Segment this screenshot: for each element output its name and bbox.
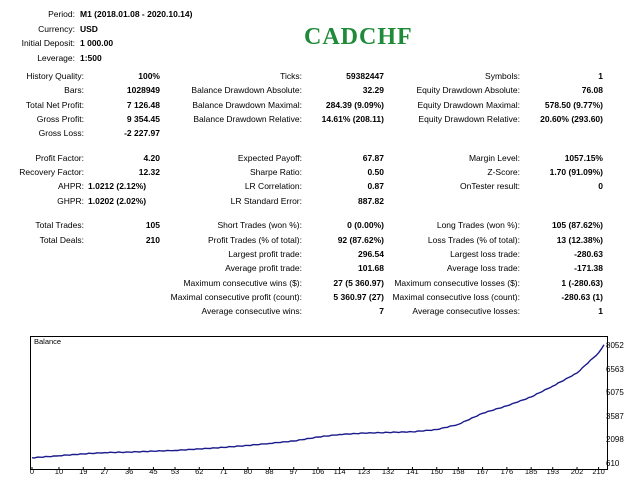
stat-value: 0.50 [367,167,384,178]
stat-value: 1 [598,306,603,317]
stat-label: Maximal consecutive loss (count): [392,291,520,302]
y-tick-label: 610 [606,459,620,468]
x-tick-label: 19 [79,467,88,476]
stat-value: 1057.15% [564,152,603,163]
header-label: Initial Deposit: [21,38,75,48]
stat-value: -280.63 [574,248,603,259]
x-tick-label: 71 [219,467,228,476]
header-value: M1 (2018.01.08 - 2020.10.14) [80,9,193,19]
x-tick-label: 36 [124,467,134,476]
stat-label: Profit Factor: [35,152,84,163]
stat-label: Largest profit trade: [228,248,302,259]
stat-value: 12.32 [138,167,160,178]
stat-value: 59382447 [346,71,384,81]
header-label: Currency: [38,23,75,34]
x-tick-label: 193 [546,467,559,476]
stat-label: Loss Trades (% of total): [427,234,520,245]
header-value: USD [80,23,98,34]
stat-value: 13 (12.38%) [556,234,603,245]
stat-label: Total Trades: [35,220,84,231]
stat-value: 105 [145,220,160,231]
stat-value: -2 227.97 [124,128,160,139]
stat-value: 296.54 [358,248,384,259]
stat-value: 9 354.45 [126,114,160,125]
x-tick-label: 10 [54,467,64,476]
stat-label: Expected Payoff: [237,152,302,163]
stat-label: Total Net Profit: [25,99,84,110]
x-tick-label: 0 [29,467,35,476]
x-tick-label: 150 [430,467,443,476]
x-tick-label: 202 [570,467,584,476]
stat-label: Equity Drawdown Maximal: [417,99,520,110]
stat-value: 1.0212 (2.12%) [88,181,147,192]
x-tick-label: 158 [452,467,465,476]
header-label: Period: [48,9,75,19]
stat-value: 210 [145,234,160,245]
header-value: 1 000.00 [80,38,114,48]
stat-value: -171.38 [574,263,603,274]
stat-value: 1.0202 (2.02%) [88,195,147,206]
stat-label: Bars: [64,85,84,96]
stat-label: Equity Drawdown Relative: [418,114,520,125]
stat-label: Equity Drawdown Absolute: [416,85,520,96]
stat-label: Profit Trades (% of total): [207,234,302,245]
y-tick-label: 3587 [606,411,624,421]
stat-label: Average consecutive wins: [201,306,302,317]
stat-label: Largest loss trade: [450,248,520,259]
stat-label: Gross Loss: [38,128,84,139]
stat-value: 0.87 [367,181,384,192]
stat-value: 578.50 (9.77%) [544,99,603,110]
x-tick-label: 141 [406,467,419,476]
stat-value: 5 360.97 (27) [333,291,384,302]
chart-frame [31,337,608,470]
x-tick-label: 88 [265,467,274,476]
x-tick-label: 106 [311,467,325,476]
stat-value: 1 [598,71,603,81]
stat-value: 20.60% (293.60) [540,114,603,125]
stat-value: 101.68 [358,263,384,274]
stat-label: Margin Level: [468,152,520,163]
stat-value: 284.39 (9.09%) [325,99,384,110]
stat-label: Long Trades (won %): [436,220,520,231]
stat-label: Symbols: [485,71,520,81]
y-tick-label: 5075 [606,388,624,398]
stat-value: 105 (87.62%) [551,220,603,231]
stat-value: 7 126.48 [126,99,160,110]
stat-value: 4.20 [143,152,160,163]
balance-chart [30,336,608,470]
x-tick-label: 132 [381,467,395,476]
stat-value: 0 (0.00%) [347,220,384,231]
x-tick-label: 45 [149,467,158,476]
y-tick-label: 8052 [606,341,624,350]
stat-value: 14.61% (208.11) [321,114,384,125]
stat-label: Ticks: [280,71,302,81]
x-tick-label: 123 [357,467,371,476]
chart-title: Balance [34,337,62,346]
stat-value: 1 (-280.63) [561,277,603,288]
x-tick-label: 80 [243,467,253,476]
stat-value: 27 (5 360.97) [333,277,384,288]
x-tick-label: 167 [476,467,489,476]
header-value: 1:500 [80,52,102,63]
y-tick-label: 6563 [606,364,624,374]
stat-label: Maximum consecutive wins ($): [183,277,302,288]
x-tick-label: 114 [333,467,346,476]
x-tick-label: 210 [592,467,605,476]
stat-label: LR Standard Error: [230,195,302,206]
stat-value: 0 [598,181,603,192]
x-tick-label: 27 [100,467,110,476]
stat-label: Balance Drawdown Relative: [193,114,302,125]
stat-label: Sharpe Ratio: [250,167,302,178]
stat-label: Recovery Factor: [19,167,84,178]
x-tick-label: 97 [289,467,298,476]
y-tick-label: 2098 [606,435,624,445]
x-tick-label: 176 [500,467,514,476]
stat-value: 1.70 (91.09%) [549,167,603,178]
symbol-title: CADCHF [304,24,413,50]
stat-value: 887.82 [358,195,384,206]
stat-value: 100% [138,71,160,81]
stat-label: Z-Score: [487,167,520,178]
stat-value: 67.87 [362,152,384,163]
stat-label: Maximum consecutive losses ($): [394,277,520,288]
x-tick-label: 185 [524,467,538,476]
stat-label: OnTester result: [460,181,520,192]
stat-value: 92 (87.62%) [337,234,384,245]
stat-value: 32.29 [362,85,384,96]
x-tick-label: 62 [195,467,204,476]
stat-label: GHPR: [57,195,84,206]
stat-value: 76.08 [581,85,603,96]
stat-label: Short Trades (won %): [217,220,302,231]
stat-value: 1028949 [126,85,160,96]
stat-label: Average consecutive losses: [412,306,520,317]
stat-label: Gross Profit: [36,114,84,125]
stat-label: Balance Drawdown Maximal: [192,99,302,110]
stat-label: Balance Drawdown Absolute: [191,85,302,96]
stat-label: Maximal consecutive profit (count): [170,291,302,302]
x-tick-label: 53 [170,467,180,476]
stat-label: LR Correlation: [244,181,302,192]
stat-label: Total Deals: [39,234,84,245]
stat-label: AHPR: [58,181,84,192]
stat-label: Average loss trade: [446,263,520,274]
stat-value: 7 [379,306,384,317]
header-label: Leverage: [37,52,75,63]
stat-label: Average profit trade: [225,263,302,274]
stat-label: History Quality: [26,71,84,81]
stat-value: -280.63 (1) [561,291,603,302]
